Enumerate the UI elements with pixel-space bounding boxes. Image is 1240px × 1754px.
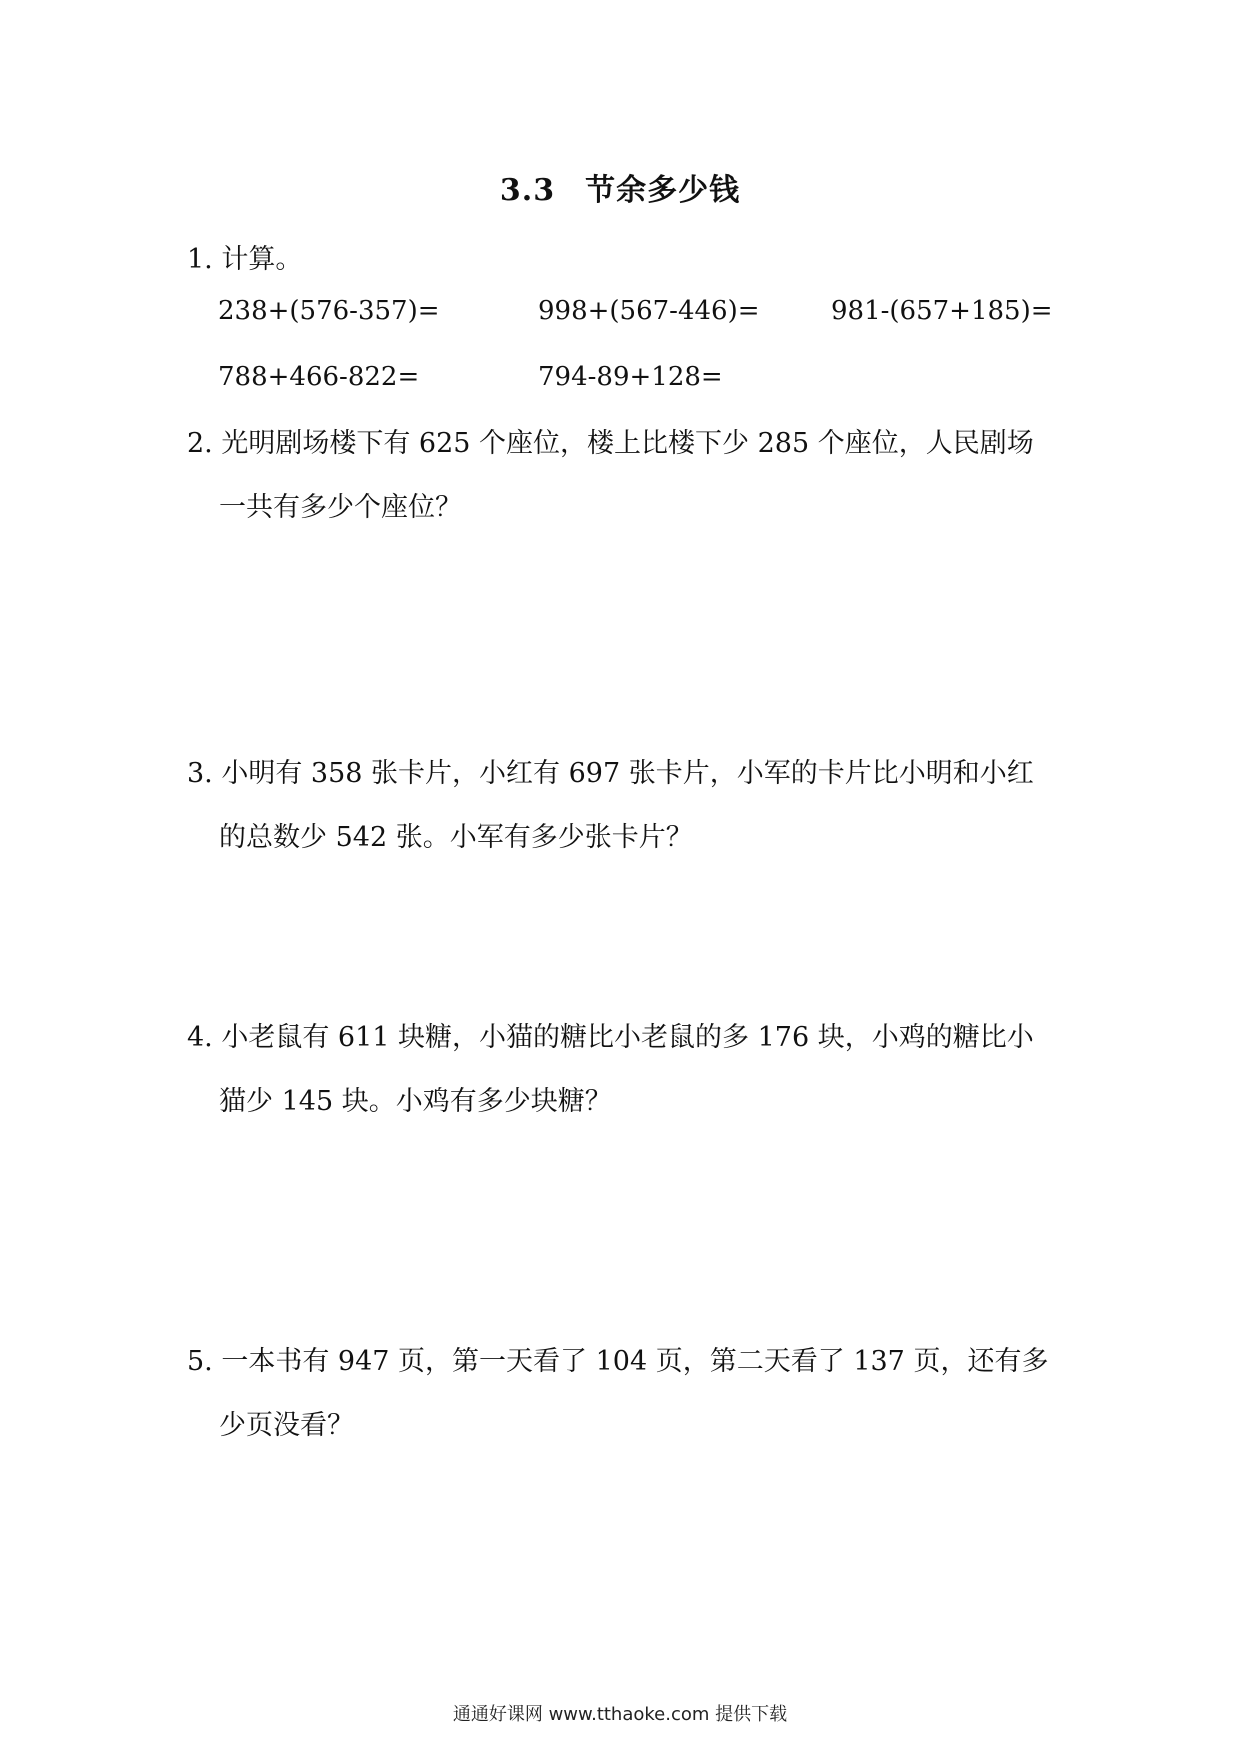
question-4-line-2: 猫少 145 块。小鸡有多少块糖？ bbox=[219, 1086, 612, 1117]
expression-5: 794-89+128= bbox=[538, 362, 723, 392]
footer-credit: 通通好课网 www.tthaoke.com 提供下载 bbox=[452, 1704, 788, 1725]
question-3-line-1: 3. 小明有 358 张卡片，小红有 697 张卡片，小军的卡片比小明和小红 bbox=[187, 758, 1034, 789]
question-5-line-1: 5. 一本书有 947 页，第一天看了 104 页，第二天看了 137 页，还有多 bbox=[187, 1346, 1049, 1377]
expression-3: 981-(657+185)= bbox=[831, 296, 1053, 326]
question-4 bbox=[187, 1006, 1067, 1134]
question-5 bbox=[187, 1330, 1067, 1458]
question-2-line-1: 2. 光明剧场楼下有 625 个座位，楼上比楼下少 285 个座位，人民剧场 bbox=[187, 428, 1034, 459]
expression-1: 238+(576-357)= bbox=[218, 296, 440, 326]
question-1-heading: 1. 计算。 bbox=[187, 244, 303, 275]
question-3 bbox=[187, 742, 1067, 870]
question-2 bbox=[187, 412, 1067, 540]
question-2-line-2: 一共有多少个座位？ bbox=[219, 492, 462, 523]
section-number: 3.3 bbox=[499, 173, 556, 208]
expression-4: 788+466-822= bbox=[218, 362, 420, 392]
question-3-line-2: 的总数少 542 张。小军有多少张卡片？ bbox=[219, 822, 693, 853]
page-title bbox=[0, 165, 1240, 209]
section-title: 节余多少钱 bbox=[585, 173, 741, 208]
question-4-line-1: 4. 小老鼠有 611 块糖，小猫的糖比小老鼠的多 176 块，小鸡的糖比小 bbox=[187, 1022, 1034, 1053]
question-1 bbox=[187, 228, 1067, 292]
expression-2: 998+(567-446)= bbox=[538, 296, 760, 326]
question-5-line-2: 少页没看？ bbox=[219, 1410, 354, 1441]
